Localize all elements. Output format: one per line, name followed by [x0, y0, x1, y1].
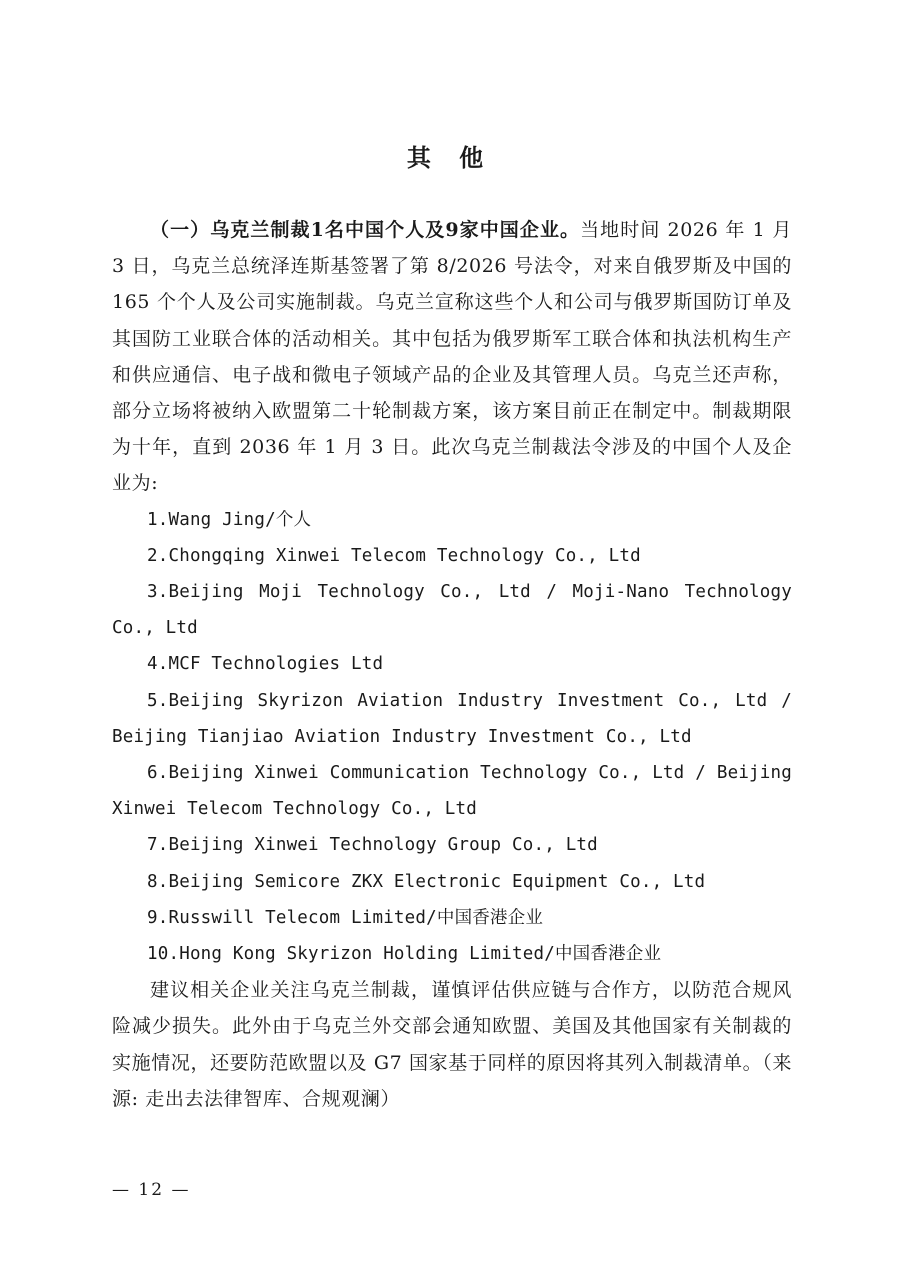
list-item: 4.MCF Technologies Ltd [147, 654, 384, 675]
intro-text: 当地时间 2026 年 1 月 3 日，乌克兰总统泽连斯基签署了第 8/2026 号法令，对来自俄罗斯及中国的 165 个个人及公司实施制裁。乌克兰宣称这些个人和公司与俄罗斯国防订单及其国防工业联合体的活动相关。其中包括为俄罗斯军工联合体和执法机构生产和供应通信、电子战和微电子领域产品的企业及其管理人员。乌克兰还声称，部分立场将被纳入欧盟第二十轮制裁方案，该方案目前正在制定中。制裁期限为十年，直到 2036 年 1 月 3 日。此次乌克兰制裁法令涉及的中国个人及企业为: [112, 219, 792, 495]
list-item: 6.Beijing Xinwei Communication Technology Co., Ltd / Beijing Xinwei Telecom Technology Co., Ltd [112, 763, 792, 820]
intro-paragraph [112, 212, 792, 502]
list-item: 8.Beijing Semicore ZKX Electronic Equipment Co., Ltd [147, 871, 706, 892]
list-item: 5.Beijing Skyrizon Aviation Industry Investment Co., Ltd / Beijing Tianjiao Aviation Industry Investment Co., Ltd [112, 690, 792, 747]
advice-paragraph: 建议相关企业关注乌克兰制裁，谨慎评估供应链与合作方，以防范合规风险减少损失。此外由于乌克兰外交部会通知欧盟、美国及其他国家有关制裁的实施情况，还要防范欧盟以及 G7 国家基于同样的原因将其列入制裁清单。（来源: 走出去法律智库、合规观澜） [112, 979, 792, 1110]
list-item: 7.Beijing Xinwei Technology Group Co., Ltd [147, 835, 598, 856]
list-item: 10.Hong Kong Skyrizon Holding Limited/中国香港企业 [147, 944, 662, 965]
list-item: 1.Wang Jing/个人 [147, 509, 312, 530]
section-heading: （一）乌克兰制裁1名中国个人及9家中国企业。 [150, 219, 581, 241]
list-item: 2.Chongqing Xinwei Telecom Technology Co., Ltd [147, 545, 641, 566]
page-title: 其 他 [406, 143, 494, 172]
document-body [112, 212, 792, 1117]
list-item: 9.Russwill Telecom Limited/中国香港企业 [147, 907, 544, 928]
sanctioned-entity-list [112, 502, 792, 973]
list-item: 3.Beijing Moji Technology Co., Ltd / Moji-Nano Technology Co., Ltd [112, 582, 792, 639]
page-number: — 12 — [112, 1180, 191, 1200]
